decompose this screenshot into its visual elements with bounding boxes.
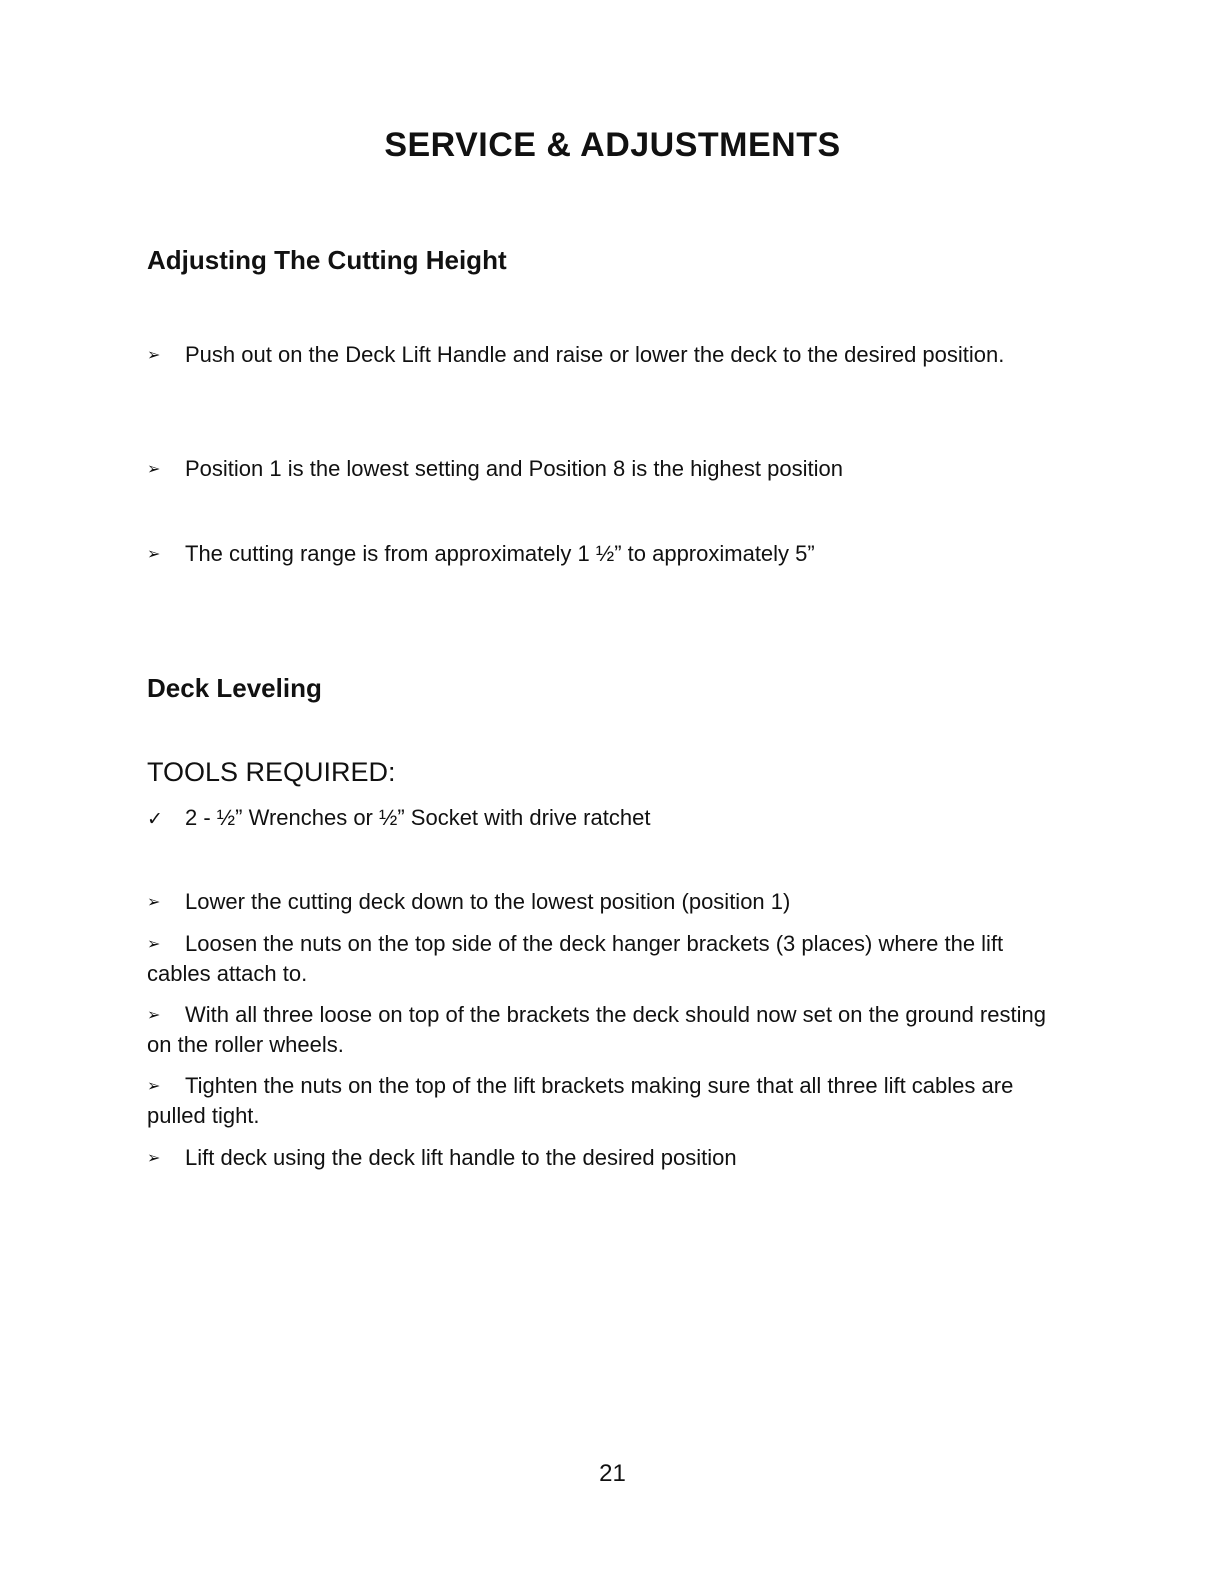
list-item-text: Position 1 is the lowest setting and Position 8 is the highest position bbox=[185, 456, 843, 481]
list-item-text: The cutting range is from approximately 1 ½” to approximately 5” bbox=[185, 541, 815, 566]
list-item-text: Push out on the Deck Lift Handle and raise or lower the deck to the desired position. bbox=[185, 342, 1005, 367]
list-item-text: Lift deck using the deck lift handle to the desired position bbox=[185, 1145, 737, 1170]
list-item bbox=[147, 1071, 1047, 1130]
tools-required-heading: TOOLS REQUIRED: bbox=[147, 757, 396, 787]
tool-item-text: 2 - ½” Wrenches or ½” Socket with drive ratchet bbox=[185, 805, 651, 830]
section-heading-cutting-height: Adjusting The Cutting Height bbox=[147, 245, 507, 275]
arrowhead-bullet-icon: ➢ bbox=[147, 1150, 161, 1167]
page-title: SERVICE & ADJUSTMENTS bbox=[384, 126, 841, 164]
list-item bbox=[147, 887, 1047, 917]
list-item bbox=[147, 929, 1047, 988]
list-item-text: Lower the cutting deck down to the lowest position (position 1) bbox=[185, 889, 791, 914]
arrowhead-bullet-icon: ➢ bbox=[147, 347, 161, 364]
list-item-text: Tighten the nuts on the top of the lift brackets making sure that all three lift cables are pulled tight. bbox=[147, 1073, 1014, 1128]
list-item-text: With all three loose on top of the brackets the deck should now set on the ground resting on the roller wheels. bbox=[147, 1002, 1046, 1057]
tool-item bbox=[147, 803, 1047, 834]
arrowhead-bullet-icon: ➢ bbox=[147, 1078, 161, 1095]
list-item bbox=[147, 340, 1047, 370]
list-item bbox=[147, 1000, 1047, 1059]
arrowhead-bullet-icon: ➢ bbox=[147, 1007, 161, 1024]
page-number: 21 bbox=[599, 1460, 626, 1487]
arrowhead-bullet-icon: ➢ bbox=[147, 936, 161, 953]
section-heading-deck-leveling: Deck Leveling bbox=[147, 673, 322, 703]
list-item bbox=[147, 1143, 1047, 1173]
arrowhead-bullet-icon: ➢ bbox=[147, 894, 161, 911]
list-item bbox=[147, 454, 1047, 484]
list-item-text: Loosen the nuts on the top side of the deck hanger brackets (3 places) where the lift cables attach to. bbox=[147, 931, 1004, 986]
list-item bbox=[147, 539, 1047, 569]
checkmark-icon: ✓ bbox=[147, 809, 163, 830]
arrowhead-bullet-icon: ➢ bbox=[147, 461, 161, 478]
arrowhead-bullet-icon: ➢ bbox=[147, 546, 161, 563]
